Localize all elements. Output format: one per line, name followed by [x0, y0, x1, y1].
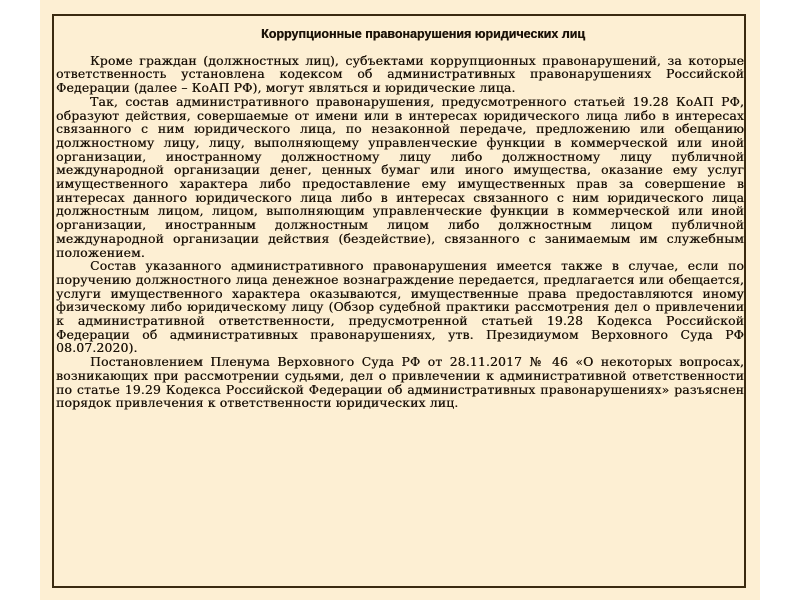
- paragraph-1: Кроме граждан (должностных лиц), субъектами коррупционных правонарушений, за которые ответственность установлена кодексом об административных правонарушениях Российской Федерации (далее – КоАП РФ), могут являться и юридические лица.: [56, 52, 744, 96]
- document-title: Коррупционные правонарушения юридических лиц: [261, 27, 585, 41]
- document-body: [56, 28, 744, 410]
- paragraph-4: Постановлением Пленума Верховного Суда РФ от 28.11.2017 № 46 «О некоторых вопросах, возникающих при рассмотрении судьями, дел о привлечении к административной ответственности по статье 19.29 Кодекса Российской Федерации об административных правонарушениях» разъяснен порядок привлечения к ответственности юридических лиц.: [56, 354, 744, 411]
- paragraph-3: Состав указанного административного правонарушения имеется также в случае, если по поручению должностного лица денежное вознаграждение передается, предлагается или обещается, услуги имущественного характера оказываются, имущественные права предоставляются иному физическому либо юридическому лицу (Обзор судебной практики рассмотрения дел о привлечении к административной ответственности, предусмотренной статьей 19.28 Кодекса Российской Федерации об административных правонарушениях, утв. Президиумом Верховного Суда РФ 08.07.2020).: [56, 258, 744, 356]
- paragraph-2: Так, состав административного правонарушения, предусмотренного статьей 19.28 КоАП РФ, образуют действия, совершаемые от имени или в интересах юридического лица либо в интересах связанного с ним юридического лица, по незаконной передаче, предложению или обещанию должностному лицу, лицу, выполняющему управленческие функции в коммерческой или иной организации, иностранному должностному лицу либо должностному лицу публичной международной организации денег, ценных бумаг или иного имущества, оказание ему услуг имущественного характера либо предоставление ему имущественных прав за совершение в интересах данного юридического лица либо в интересах связанного с ним юридического лица должностным лицом, лицом, выполняющим управленческие функции в коммерческой или иной организации, иностранным должностным лицом либо должностным лицом публичной международной организации действия (бездействие), связанного с занимаемым им служебным положением.: [56, 93, 744, 260]
